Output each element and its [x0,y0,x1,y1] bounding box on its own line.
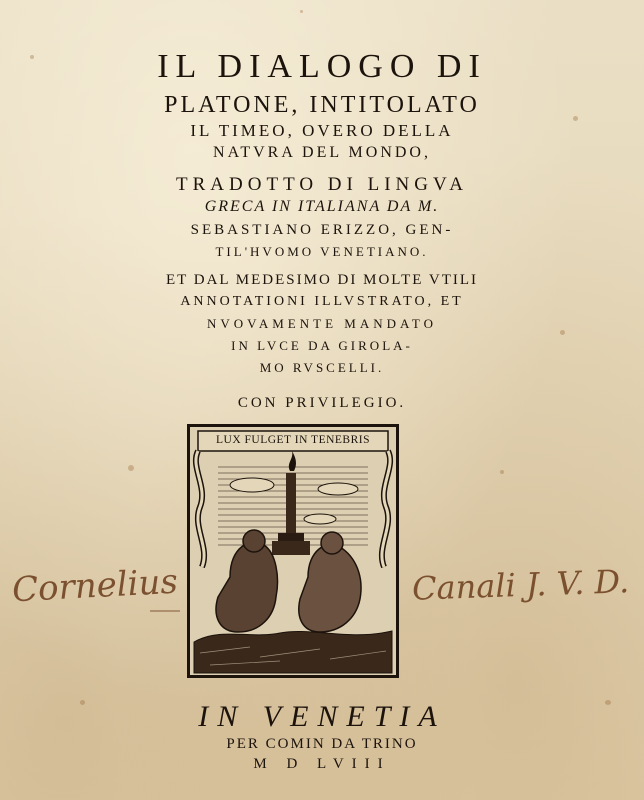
title-line-4: NATVRA DEL MONDO, [213,144,431,161]
foxing-spot [300,10,303,13]
imprint-city: IN VENETIA [198,700,446,733]
title-line-3: IL TIMEO, OVERO DELLA [190,121,454,140]
title-line-2: PLATONE, INTITOLATO [164,92,480,118]
title-line-1: IL DIALOGO DI [157,48,487,85]
privilege-line: CON PRIVILEGIO. [237,395,407,411]
title-line-10: ANNOTATIONI ILLVSTRATO, ET [180,294,464,309]
title-line-6: GRECA IN ITALIANA DA M. [204,198,440,215]
title-line-5: TRADOTTO DI LINGVA [176,174,468,195]
title-line-13: MO RVSCELLI. [259,360,385,375]
woodcut-illustration [190,427,396,675]
title-line-9: ET DAL MEDESIMO DI MOLTE VTILI [165,272,479,288]
imprint-year: M D LVIII [253,756,391,772]
pen-flourish [150,610,180,612]
printers-device-woodcut [187,424,399,678]
device-motto-banner: LUX FULGET IN TENEBRIS [215,434,370,446]
title-line-11: NVOVAMENTE MANDATO [206,316,438,331]
manuscript-signature-left: Cornelius [11,561,179,611]
manuscript-signature-right: Canali J. V. D. [411,562,630,608]
foxing-spot [128,465,134,471]
title-line-8: TIL'HVOMO VENETIANO. [215,244,429,259]
title-line-7: SEBASTIANO ERIZZO, GEN- [190,222,454,238]
imprint-printer: PER COMIN DA TRINO [226,736,418,752]
title-line-12: IN LVCE DA GIROLA- [231,338,413,353]
foxing-spot [500,470,504,474]
